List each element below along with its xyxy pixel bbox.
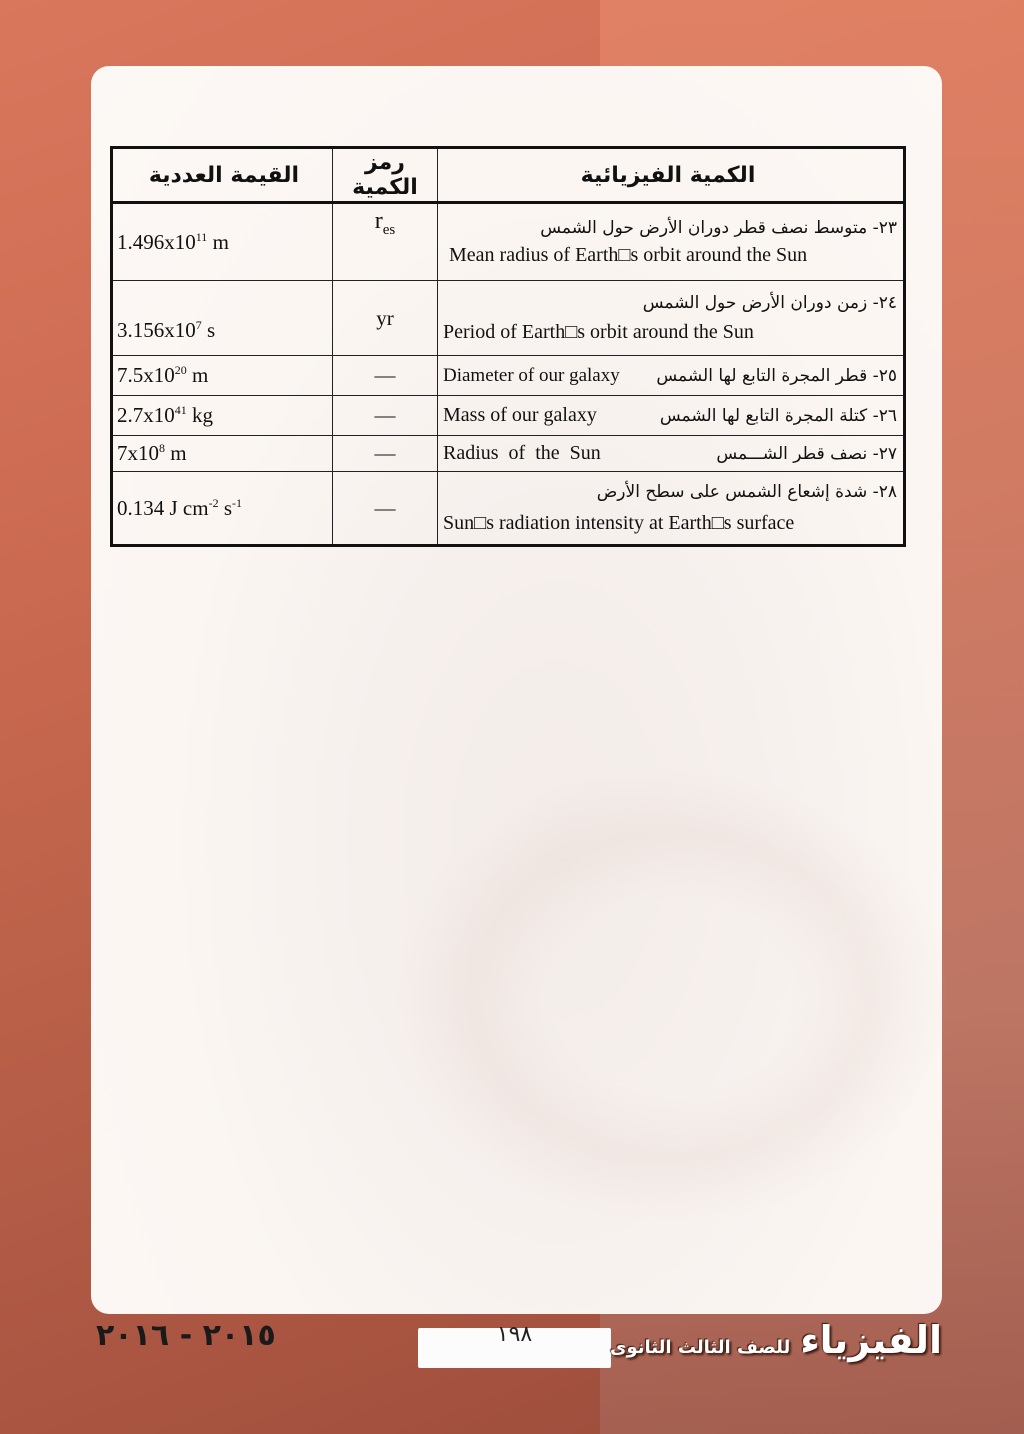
quantity-english: Period of Earth□s orbit around the Sun — [443, 320, 754, 343]
table-row — [112, 356, 905, 396]
quantity-cell — [438, 203, 905, 281]
quantity-arabic: ٢٤- زمن دوران الأرض حول الشمس — [642, 292, 897, 313]
value-cell: $1.496x10^{11}$ m — [112, 203, 333, 281]
quantity-arabic: ٢٦- كتلة المجرة التابع لها الشمس — [659, 405, 897, 426]
quantity-arabic: ٢٨- شدة إشعاع الشمس على سطح الأرض — [596, 481, 897, 502]
value-cell: 0.134 J $cm^{-2}$ $s^{-1}$ — [112, 472, 333, 546]
book-brand — [610, 1318, 942, 1362]
table-row — [112, 396, 905, 436]
value-cell: $7x10^8$ m — [112, 436, 333, 472]
header-symbol: رمز الكمية — [333, 148, 438, 203]
quantity-cell — [438, 436, 905, 472]
table-row — [112, 472, 905, 546]
table-row — [112, 436, 905, 472]
constants-table — [110, 146, 906, 547]
quantity-english: Mean radius of Earth□s orbit around the Sun — [449, 243, 808, 266]
decorative-ring — [391, 766, 951, 1226]
quantity-english: Mass of our galaxy — [443, 404, 597, 426]
quantity-cell — [438, 281, 905, 356]
value-cell: $7.5x10^{20}$ m — [112, 356, 333, 396]
quantity-arabic: ٢٥- قطر المجرة التابع لها الشمس — [656, 365, 897, 386]
quantity-english: Sun□s radiation intensity at Earth□s surface — [443, 511, 795, 534]
table-row — [112, 203, 905, 281]
symbol-cell: $r_{es}$ — [333, 203, 438, 281]
symbol-cell: — — [333, 356, 438, 396]
page-number: ١٩٨ — [496, 1322, 533, 1347]
table-row — [112, 281, 905, 356]
school-year: ٢٠١٥ - ٢٠١٦ — [96, 1318, 276, 1353]
symbol-cell: — — [333, 472, 438, 546]
quantity-cell — [438, 396, 905, 436]
brand-title: الفيزياء — [800, 1318, 942, 1362]
quantity-cell — [438, 472, 905, 546]
quantity-english: Radius of the Sun — [443, 442, 601, 464]
symbol-cell: — — [333, 436, 438, 472]
quantity-arabic: ٢٧- نصف قطر الشـــمس — [716, 443, 897, 464]
value-cell: $3.156x10^7$ s — [112, 281, 333, 356]
symbol-cell: — — [333, 396, 438, 436]
header-value: القيمة العددية — [112, 148, 333, 203]
quantity-english: Diameter of our galaxy — [443, 364, 620, 386]
header-quantity: الكمية الفيزيائية — [438, 148, 905, 203]
brand-subtitle: للصف الثالث الثانوى — [609, 1337, 791, 1358]
symbol-cell: yr — [333, 281, 438, 356]
value-cell: $2.7x10^{41}$ kg — [112, 396, 333, 436]
quantity-cell — [438, 356, 905, 396]
quantity-arabic: ٢٣- متوسط نصف قطر دوران الأرض حول الشمس — [540, 217, 897, 238]
